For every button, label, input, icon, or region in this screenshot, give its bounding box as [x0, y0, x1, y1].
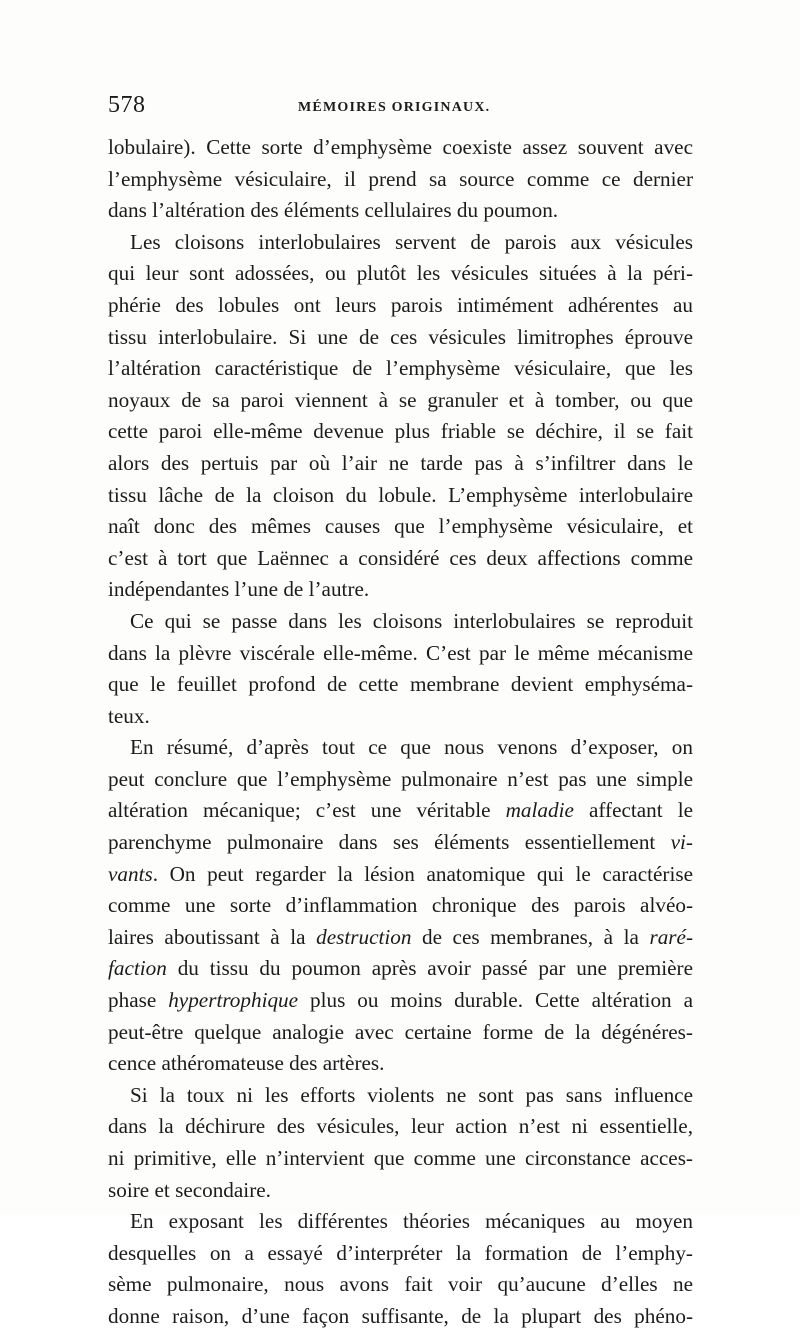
italic-term: destruction: [316, 924, 412, 949]
paragraph-start-line: Ce qui se passe dans les cloisons interlobulaires se reproduit: [130, 608, 693, 633]
text-line: qui leur sont adossées, ou plutôt les vésicules situées à la péri-: [108, 261, 693, 286]
running-title: MÉMOIRES ORIGINAUX.: [298, 100, 491, 115]
text-line: tissu lâche de la cloison du lobule. L’emphysème interlobulaire: [108, 482, 693, 507]
text-line: donne raison, d’une façon suffisante, de la plupart des phéno-: [108, 1303, 693, 1328]
text-line: noyaux de sa paroi viennent à se granuler et à tomber, ou que: [108, 387, 693, 412]
text-line: vants. On peut regarder la lésion anatomique qui le caractérise: [108, 861, 693, 886]
text-line: faction du tissu du poumon après avoir passé par une première: [108, 956, 693, 981]
text-line: parenchyme pulmonaire dans ses éléments essentiellement vi-: [108, 830, 693, 855]
text-line: l’altération caractéristique de l’emphysème vésiculaire, que les: [108, 356, 693, 381]
italic-term: maladie: [505, 798, 574, 823]
text-line: c’est à tort que Laënnec a considéré ces deux affections comme: [108, 545, 693, 570]
text-line: dans la déchirure des vésicules, leur action n’est ni essentielle,: [108, 1114, 693, 1139]
italic-term: raré-: [649, 924, 693, 949]
text-line: peut conclure que l’emphysème pulmonaire n’est pas une simple: [108, 766, 693, 791]
text-line: naît donc des mêmes causes que l’emphysème vésiculaire, et: [108, 514, 693, 539]
text-line: ni primitive, elle n’intervient que comme une circonstance acces-: [108, 1146, 693, 1170]
italic-term: vi-: [670, 830, 693, 855]
text-line: sème pulmonaire, nous avons fait voir qu’aucune d’elles ne: [108, 1272, 693, 1297]
text-line: l’emphysème vésiculaire, il prend sa source comme ce dernier: [108, 166, 693, 191]
text-line: teux.: [108, 703, 150, 728]
italic-term: hypertrophique: [168, 988, 299, 1013]
text-line: que le feuillet profond de cette membrane devient emphyséma-: [108, 672, 693, 697]
paragraph-start-line: Les cloisons interlobulaires servent de parois aux vésicules: [130, 229, 693, 254]
text-line: comme une sorte d’inflammation chronique des parois alvéo-: [108, 893, 693, 918]
paragraph-start-line: En résumé, d’après tout ce que nous venons d’exposer, on: [130, 735, 693, 760]
text-line: peut-être quelque analogie avec certaine forme de la dégénéres-: [108, 1019, 693, 1044]
text-line: desquelles on a essayé d’interpréter la formation de l’emphy-: [108, 1240, 693, 1265]
text-line: phase hypertrophique plus ou moins durable. Cette altération a: [108, 988, 693, 1013]
running-head: [108, 92, 693, 120]
text-line: altération mécanique; c’est une véritable maladie affectant le: [108, 798, 693, 823]
text-line: cette paroi elle-même devenue plus friable se déchire, il se fait: [108, 419, 693, 444]
text-line: dans la plèvre viscérale elle-même. C’est par le même mécanisme: [108, 640, 693, 665]
italic-term: faction: [108, 956, 167, 981]
text-line: lobulaire). Cette sorte d’emphysème coexiste assez souvent avec: [108, 135, 693, 159]
text-line: cence athéromateuse des artères.: [108, 1051, 385, 1076]
page-number: 578: [108, 92, 146, 118]
text-line: tissu interlobulaire. Si une de ces vésicules limitrophes éprouve: [108, 324, 693, 349]
paragraph-start-line: En exposant les différentes théories mécaniques au moyen: [130, 1209, 693, 1234]
text-line: indépendantes l’une de l’autre.: [108, 577, 370, 602]
text-line: laires aboutissant à la destruction de ces membranes, à la raré-: [108, 924, 693, 949]
text-line: phérie des lobules ont leurs parois intimément adhérentes au: [108, 292, 693, 317]
text-line: dans l’altération des éléments cellulaires du poumon.: [108, 198, 559, 223]
text-line: alors des pertuis par où l’air ne tarde pas à s’infiltrer dans le: [108, 450, 693, 475]
paragraph-start-line: Si la toux ni les efforts violents ne sont pas sans influence: [130, 1082, 693, 1107]
italic-term: vants: [108, 861, 153, 886]
body-text: [108, 132, 693, 1333]
text-line: soire et secondaire.: [108, 1177, 271, 1202]
